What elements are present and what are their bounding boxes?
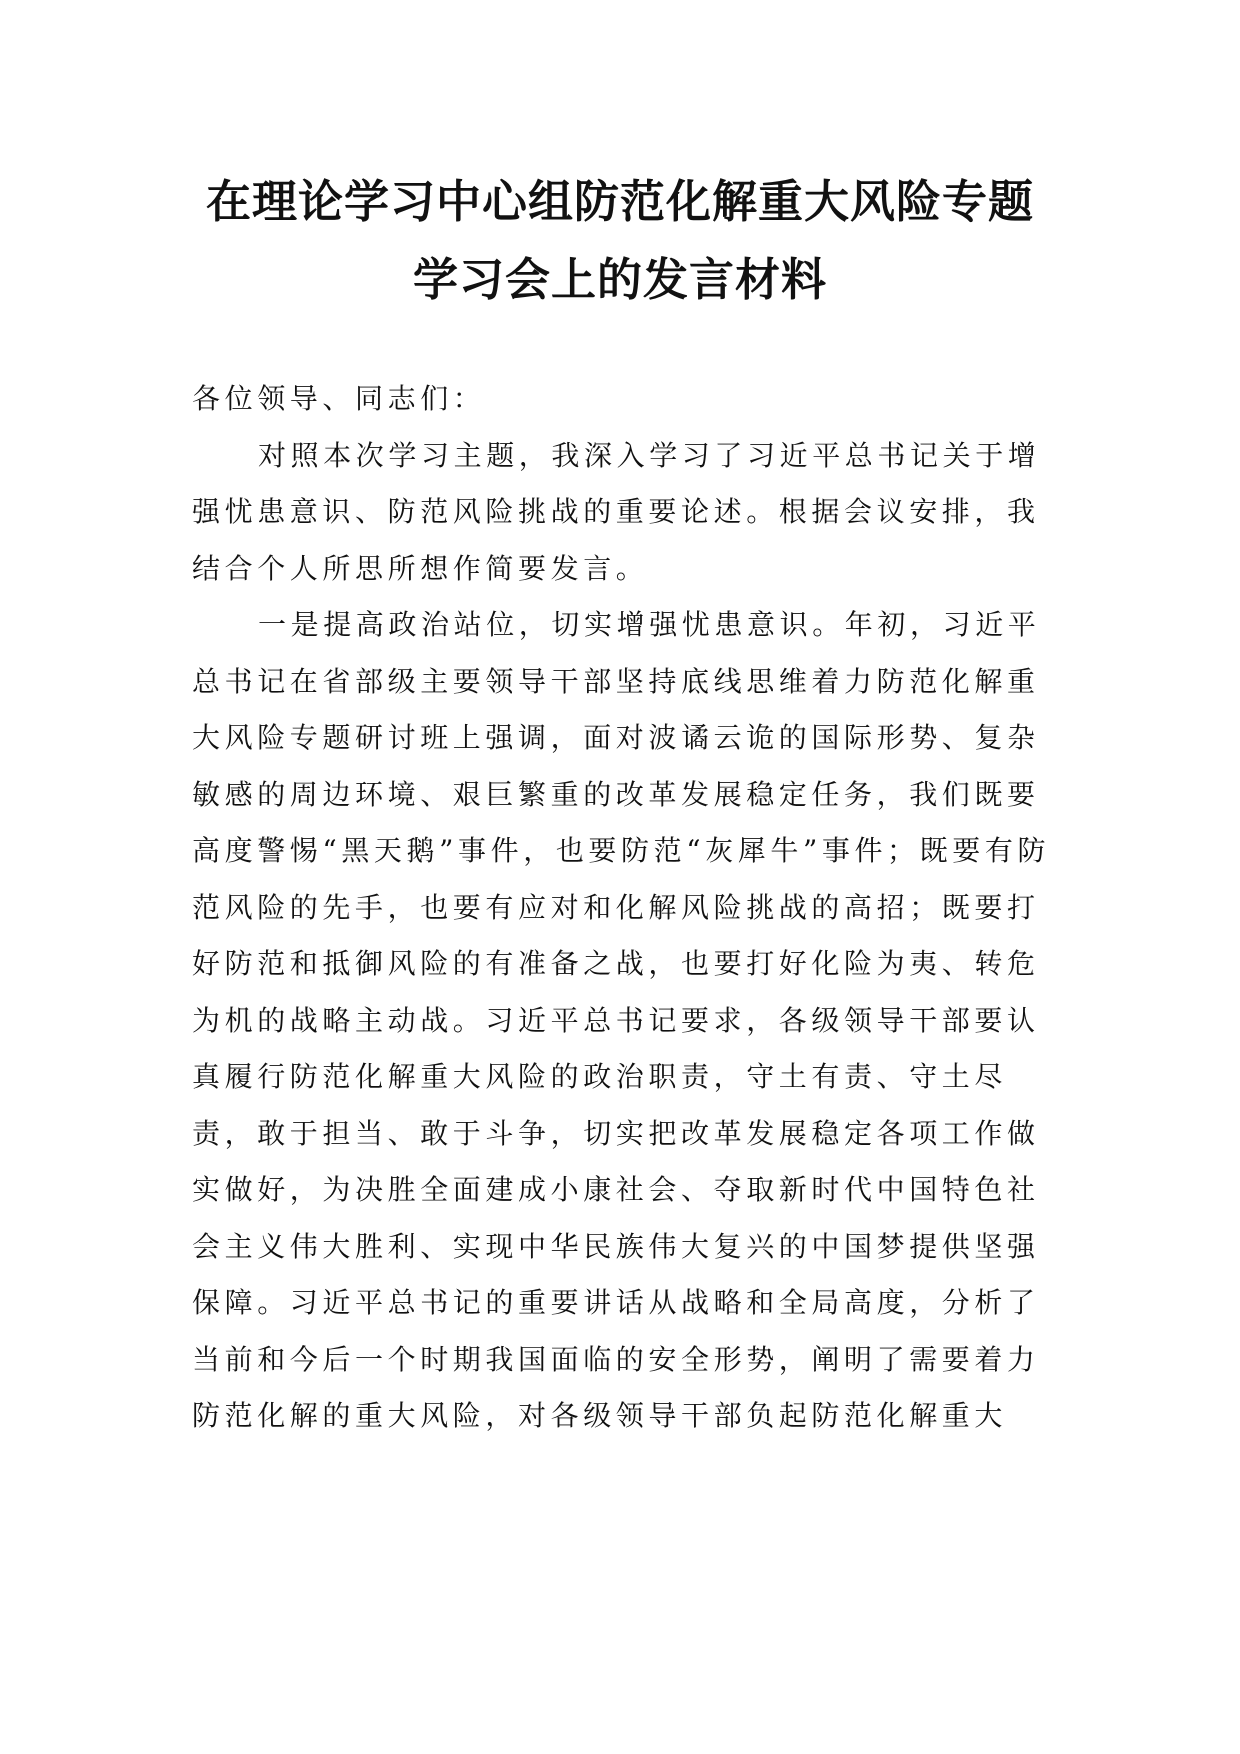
salutation: 各位领导、同志们： — [192, 382, 486, 415]
document-body — [192, 371, 1054, 1445]
document-title-line-2: 学习会上的发言材料 — [412, 253, 827, 306]
paragraph-intro: 对照本次学习主题，我深入学习了习近平总书记关于增强忧患意识、防范风险挑战的重要论述。根据会议安排，我结合个人所思所想作简要发言。 — [192, 438, 1041, 585]
paragraph-point-one: 一是提高政治站位，切实增强忧患意识。年初，习近平总书记在省部级主要领导干部坚持底线思维着力防范化解重大风险专题研讨班上强调，面对波谲云诡的国际形势、复杂敏感的周边环境、艰巨繁重的改革发展稳定任务，我们既要高度警惕“黑天鹅”事件，也要防范“灰犀牛”事件；既要有防范风险的先手，也要有应对和化解风险挑战的高招；既要打好防范和抵御风险的有准备之战，也要打好化险为夷、转危为机的战略主动战。习近平总书记要求，各级领导干部要认真履行防范化解重大风险的政治职责，守土有责、守土尽责，敢于担当、敢于斗争，切实把改革发展稳定各项工作做实做好，为决胜全面建成小康社会、夺取新时代中国特色社会主义伟大胜利、实现中华民族伟大复兴的中国梦提供坚强保障。习近平总书记的重要讲话从战略和全局高度，分析了当前和今后一个时期我国面临的安全形势，阐明了需要着力防范化解的重大风险，对各级领导干部负起防范化解重大 — [192, 608, 1051, 1432]
document-title-line-1: 在理论学习中心组防范化解重大风险专题 — [205, 175, 1034, 228]
